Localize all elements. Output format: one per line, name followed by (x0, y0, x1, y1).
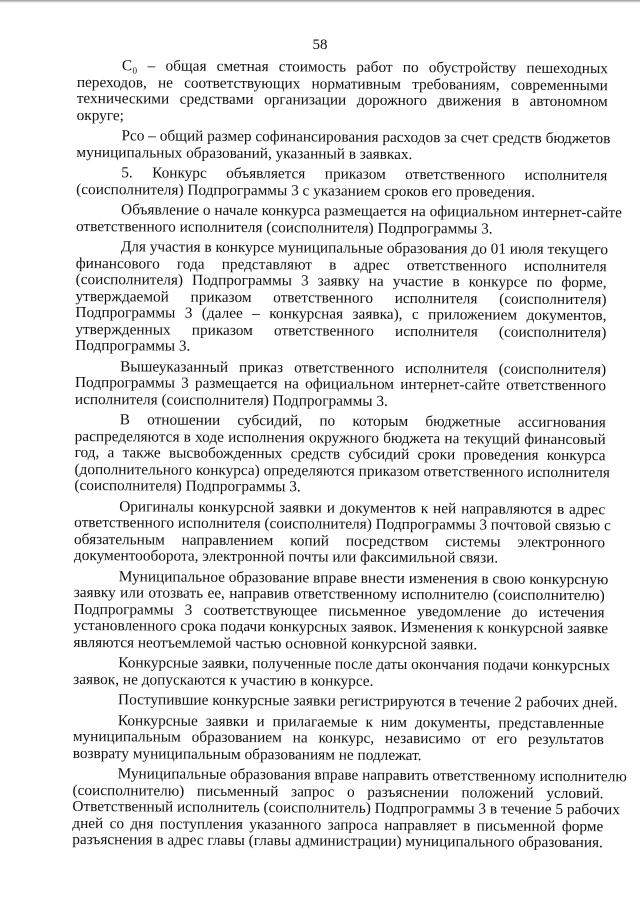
scan-top-edge (0, 0, 640, 3)
paragraph-line: (соисполнителя) Подпрограммы 3 заявку на участие в конкурсе по форме, (75, 270, 607, 292)
paragraph-line: возврату муниципальным образованиям не подлежат. (72, 744, 422, 764)
paragraph (73, 712, 604, 765)
paragraph-line: исполнителя (соисполнителя) Подпрограммы 3. (74, 390, 388, 410)
paragraph (75, 201, 623, 238)
paragraph-line: установленного срока подачи конкурсных заявок. Изменения к конкурсной заявке (73, 616, 609, 638)
paragraph-line: Подпрограммы 3. (75, 336, 191, 355)
paragraph-line: Ответственный исполнитель (соисполнитель) Подпрограммы 3 в течение 5 рабочих (72, 797, 620, 819)
paragraph-line: год, а также высвобожденных средств субсидий сроки проведения конкурса (74, 443, 606, 465)
paragraph-line: техническими средствами организации дорожного движения в автономном (76, 89, 608, 111)
paragraph-line: Рсо – общий размер софинансирования расходов за счет средств бюджетов (121, 127, 611, 148)
paragraph-line: утверждаемой приказом ответственного исполнителя (соисполнителя) (75, 287, 607, 308)
page-number: 58 (312, 37, 328, 53)
paragraph-line: C₀ – общая сметная стоимость работ по обустройству пешеходных (121, 57, 608, 78)
paragraph-line: утвержденных приказом ответственного исполнителя (соисполнителя) (75, 320, 607, 341)
paragraph-line: Муниципальное образование вправе внести изменения в свою конкурсную (118, 567, 609, 588)
paragraph (72, 765, 627, 852)
paragraph-line: ответственного исполнителя (соисполнителя) Подпрограммы 3. (75, 217, 493, 238)
paragraph-line: Поступившие конкурсные заявки регистрируются в течение 2 рабочих дней. (118, 691, 618, 712)
paragraph-line: переходов, не соответствующих нормативным требованиям, современными (76, 73, 608, 94)
paragraph-line: Конкурсные заявки, полученные после даты окончания подачи конкурсных (118, 654, 611, 675)
paragraph (73, 654, 611, 691)
paragraph-line: обязательным направлением копий посредством системы электронного (74, 530, 606, 551)
paragraph (76, 165, 607, 201)
paragraph-line: муниципальным образованием на конкурс, независимо от его результатов (72, 727, 604, 749)
paragraph-line: заявку или отозвать ее, направив ответственному исполнителю (соисполнителю) (73, 583, 605, 605)
paragraph-line: Муниципальные образования вправе направить ответственному исполнителю (117, 765, 627, 786)
paragraph-line: распределяются в ходе исполнения окружного бюджета на текущий финансовый (74, 427, 606, 448)
paragraph-line: (дополнительного конкурса) определяются приказом ответственного исполнителя (74, 460, 611, 481)
paragraph (77, 58, 608, 127)
paragraph (73, 691, 618, 712)
paragraph-line: (соисполнителя) Подпрограммы 3 с указанием сроков его проведения. (76, 180, 535, 201)
paragraph (75, 358, 606, 411)
paragraph (73, 497, 611, 567)
paragraph-line: Подпрограммы 3 размещается на официальном интернет-сайте ответственного (74, 373, 607, 395)
paragraph-line: муниципальных образований, указанный в заявках. (76, 143, 413, 163)
paragraph-line: Объявление о начале конкурса размещается на официальном интернет-сайте (121, 201, 623, 222)
paragraph-line: В отношении субсидий, по которым бюджетные ассигнования (119, 411, 606, 432)
page-body (72, 57, 627, 852)
paragraph-line: округе; (76, 106, 124, 124)
paragraph-line: (соисполнителю) письменный запрос о разъяснении положений условий. (72, 781, 604, 802)
paragraph (73, 567, 609, 654)
paragraph (74, 411, 611, 498)
paragraph-line: Для участия в конкурсе муниципальные образования до 01 июля текущего (120, 238, 609, 259)
paragraph-line: 5. Конкурс объявляется приказом ответственного исполнителя (121, 164, 608, 185)
paragraph (75, 239, 607, 358)
paragraph (76, 127, 611, 164)
paragraph-line: Конкурсные заявки и прилагаемые к ним документы, представленные (117, 711, 604, 732)
paragraph-line: заявок, не допускаются к участию в конкурсе. (73, 670, 374, 690)
paragraph-line: финансового года представляют в адрес ответственного исполнителя (75, 254, 607, 275)
paragraph-line: Подпрограммы 3 соответствующее письменное уведомление до истечения (73, 600, 605, 621)
paragraph-line: Вышеуказанный приказ ответственного исполнителя (соисполнителя) (120, 357, 607, 378)
paragraph-line: Подпрограммы 3 (далее – конкурсная заявка), с приложением документов, (75, 303, 607, 325)
paragraph-line: (соисполнителя) Подпрограммы 3. (74, 476, 301, 496)
paragraph-line: являются неотъемлемой частью основной конкурсной заявки. (73, 633, 478, 653)
paragraph-line: Оригиналы конкурсной заявки и документов к ней направляются в адрес (119, 497, 606, 518)
paragraph-line: дней со дня поступления указанного запроса направляет в письменной форме (72, 814, 604, 835)
paragraph-line: разъяснения в адрес главы (главы администрации) муниципального образования. (72, 830, 603, 852)
paragraph-line: документооборота, электронной почты или факсимильной связи. (73, 546, 499, 567)
paragraph-line: ответственного исполнителя (соисполнителя) Подпрограммы 3 почтовой связью с (74, 513, 611, 535)
